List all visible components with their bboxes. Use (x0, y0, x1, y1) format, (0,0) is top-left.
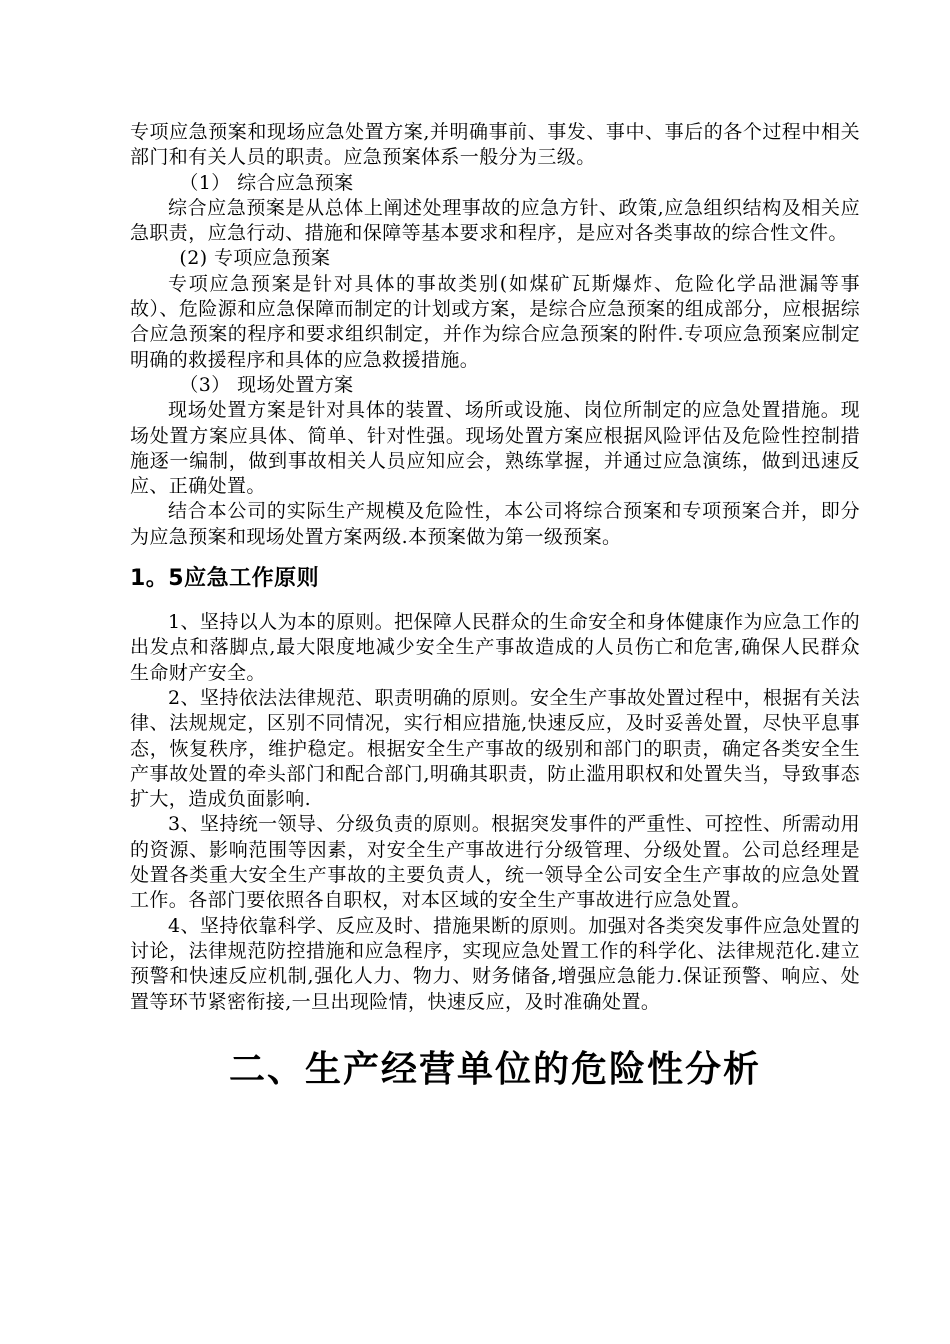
chapter-heading: 二、生产经营单位的危险性分析 (228, 1048, 761, 1090)
subheading-onsite-plan: （3） 现场处置方案 (179, 373, 354, 396)
principle-2: 2、坚持依法法律规范、职责明确的原则。安全生产事故处置过程中，根据有关法律、法规规定，区别不同情况，实行相应措施,快速反应，及时妥善处置，尽快平息事态，恢复秩序，维护稳定。根据安全生产事故的级别和部门的职责，确定各类安全生产事故处置的牵头部门和配合部门,明确其职责，防止滥用职权和处置失当，导致事态扩大，造成负面影响. (130, 686, 860, 811)
principle-1: 1、坚持以人为本的原则。把保障人民群众的生命安全和身体健康作为应急工作的出发点和落脚点,最大限度地减少安全生产事故造成的人员伤亡和危害,确保人民群众生命财产安全。 (130, 611, 860, 684)
paragraph-special-plan: 专项应急预案是针对具体的事故类别(如煤矿瓦斯爆炸、危险化学品泄漏等事故）、危险源和应急保障而制定的计划或方案，是综合应急预案的组成部分，应根据综合应急预案的程序和要求组织制定，并作为综合应急预案的附件.专项应急预案应制定明确的救援程序和具体的应急救援措施。 (130, 272, 860, 371)
paragraph-plan-system: 专项应急预案和现场应急处置方案,并明确事前、事发、事中、事后的各个过程中相关部门和有关人员的职责。应急预案体系一般分为三级。 (130, 121, 860, 169)
paragraph-company-plan-levels: 结合本公司的实际生产规模及危险性，本公司将综合预案和专项预案合并，即分为应急预案和现场处置方案两级.本预案做为第一级预案。 (130, 500, 860, 548)
document-page (130, 120, 860, 1095)
subheading-special-plan: (2) 专项应急预案 (179, 247, 331, 270)
section-heading: 1。5应急工作原则 (130, 566, 320, 592)
principle-4: 4、坚持依靠科学、反应及时、措施果断的原则。加强对各类突发事件应急处置的讨论，法律规范防控措施和应急程序，实现应急处置工作的科学化、法律规范化.建立预警和快速反应机制,强化人力、物力、财务储备,增强应急能力.保证预警、响应、处置等环节紧密衔接,一旦出现险情，快速反应，及时准确处置。 (130, 914, 860, 1013)
subheading-comprehensive-plan: （1） 综合应急预案 (179, 171, 354, 194)
paragraph-comprehensive-plan: 综合应急预案是从总体上阐述处理事故的应急方针、政策,应急组织结构及相关应急职责，应急行动、措施和保障等基本要求和程序，是应对各类事故的综合性文件。 (130, 196, 860, 245)
paragraph-onsite-plan: 现场处置方案是针对具体的装置、场所或设施、岗位所制定的应急处置措施。现场处置方案应具体、简单、针对性强。现场处置方案应根据风险评估及危险性控制措施逐一编制，做到事故相关人员应知应会，熟练掌握，并通过应急演练，做到迅速反应、正确处置。 (130, 399, 860, 498)
principle-3: 3、坚持统一领导、分级负责的原则。根据突发事件的严重性、可控性、所需动用的资源、影响范围等因素，对安全生产事故进行分级管理、分级处置。公司总经理是处置各类重大安全生产事故的主要负责人，统一领导全公司安全生产事故的应急处置工作。各部门要依照各自职权，对本区域的安全生产事故进行应急处置。 (130, 813, 860, 912)
